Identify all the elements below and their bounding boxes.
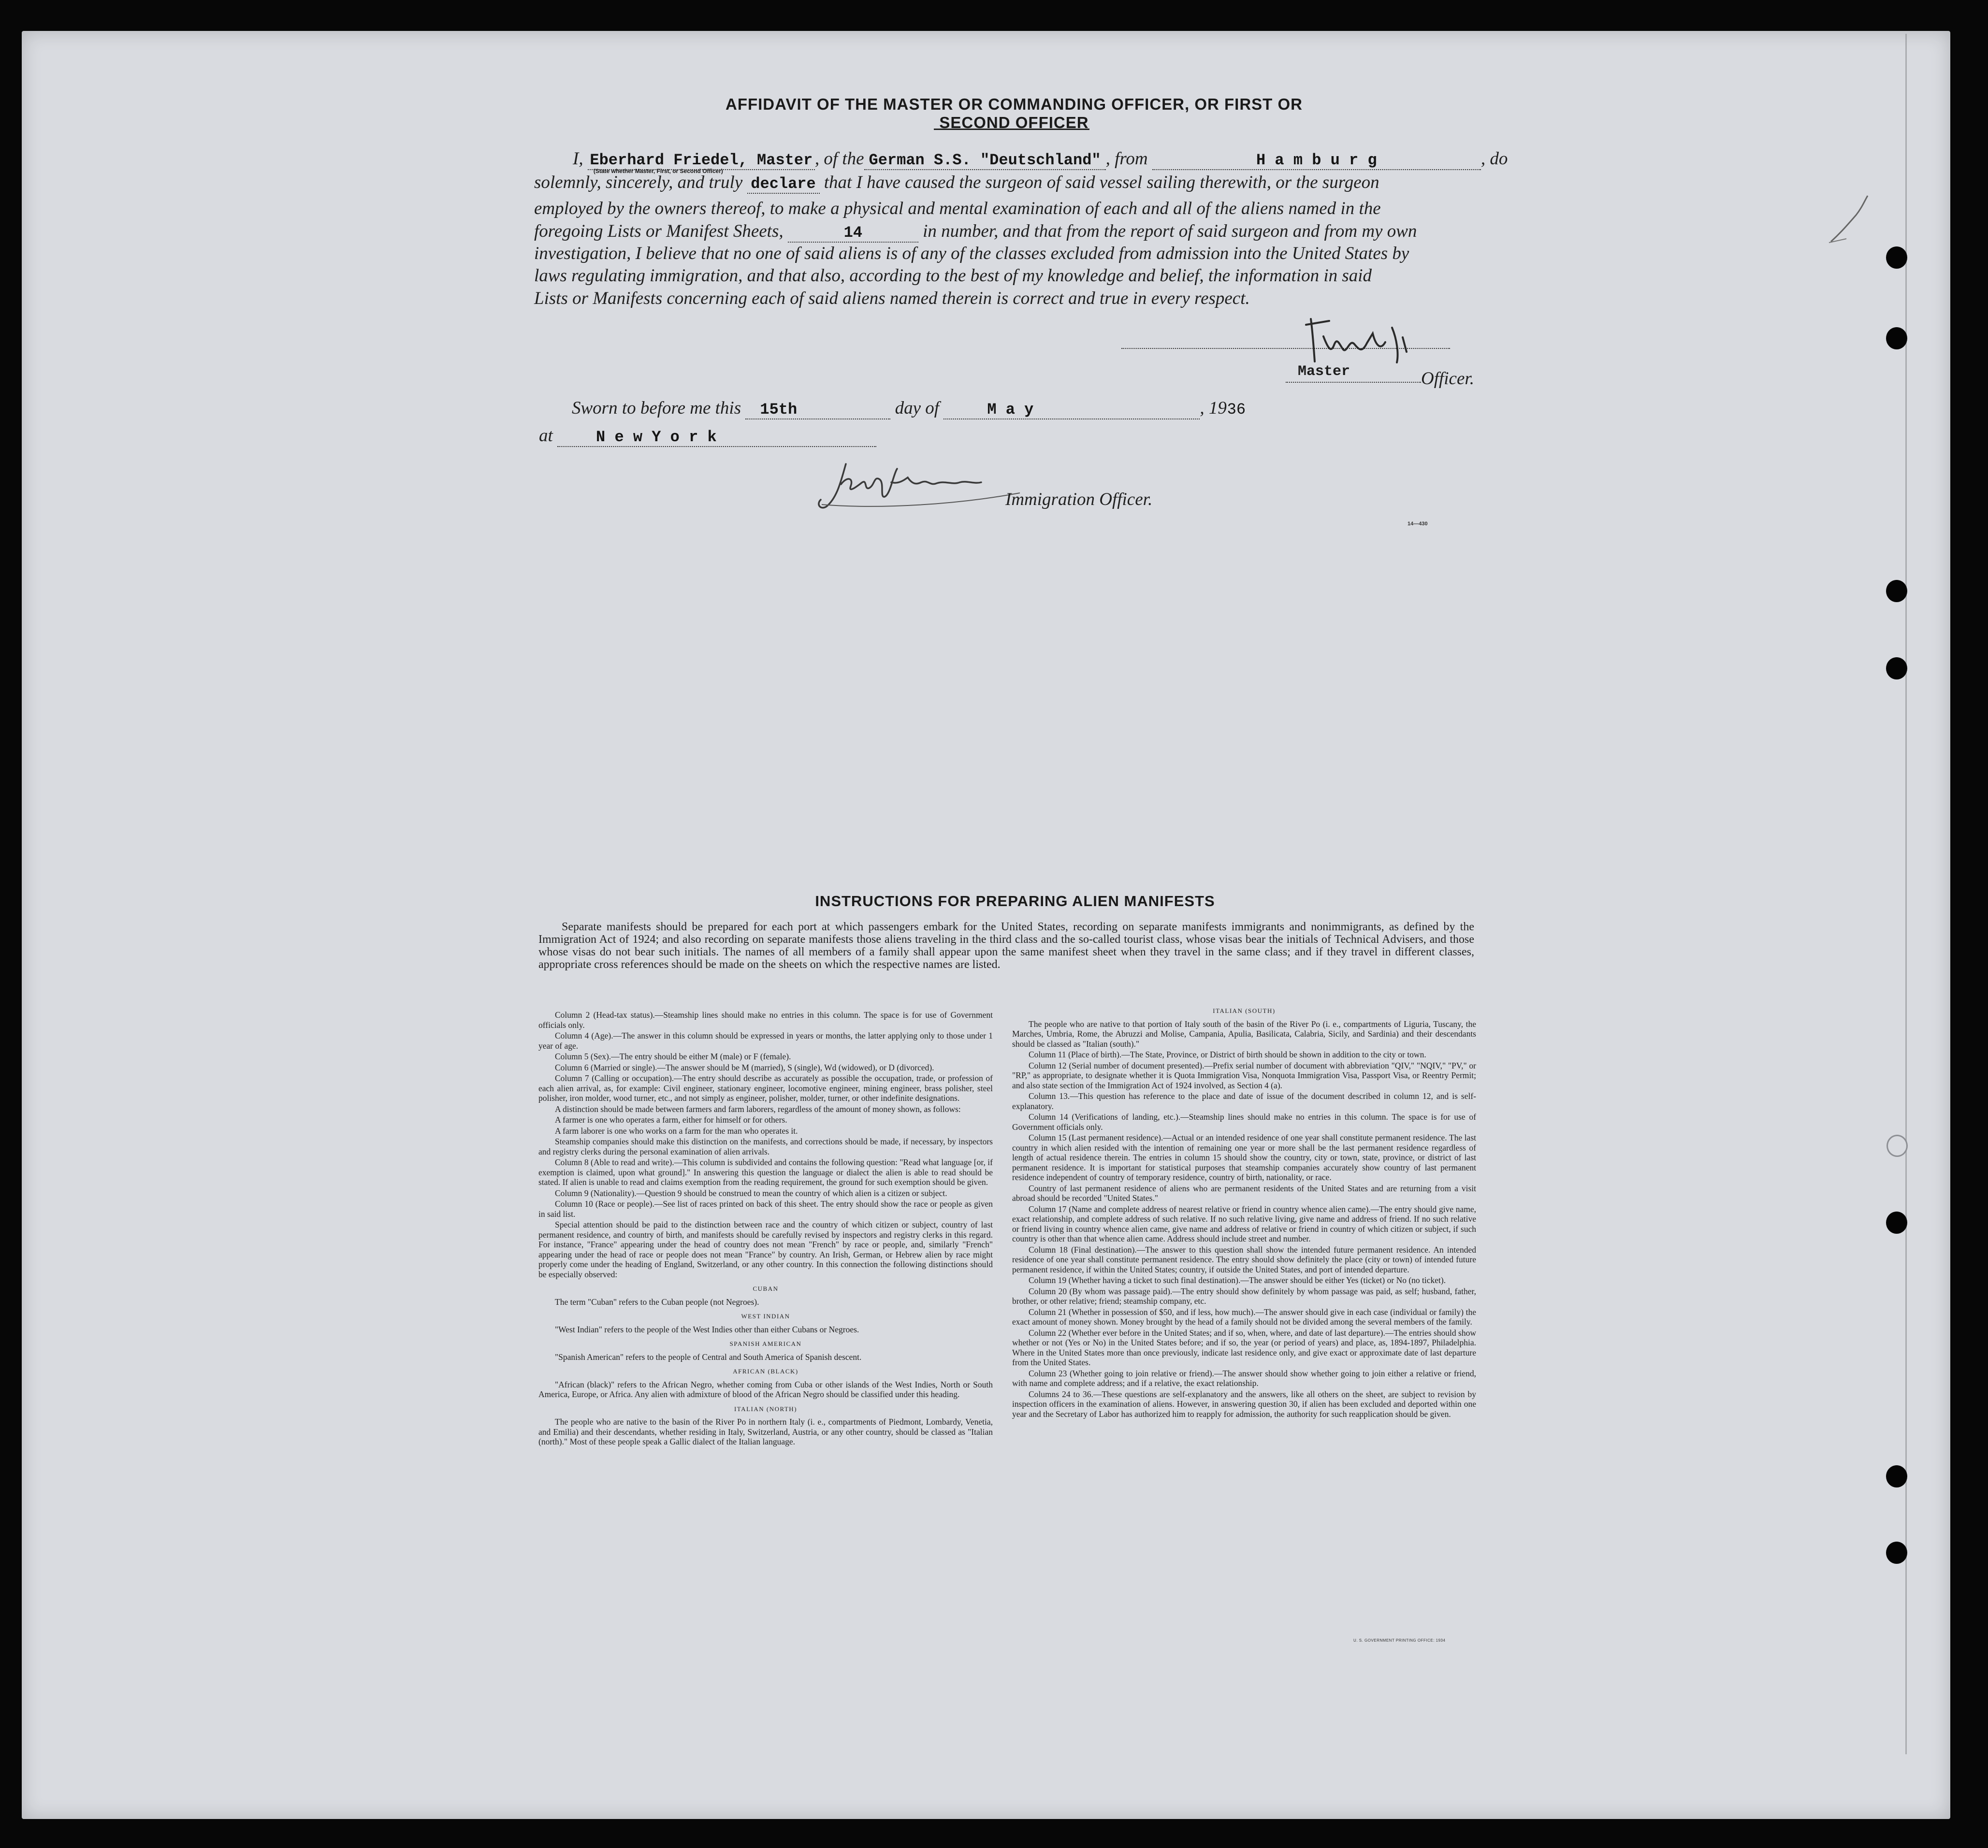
left-item: A farm laborer is one who works on a farm for the man who operates it. (555, 1126, 798, 1136)
left-column (538, 1010, 993, 1448)
left-item: Column 5 (Sex).—The entry should be either M (male) or F (female). (555, 1052, 791, 1061)
place-line: at N e w Y o r k (539, 425, 876, 447)
do-text: , do (1480, 149, 1508, 169)
affidavit-line-5: investigation, I believe that no one of said aliens is of any of the classes excluded from admission into the United States by (534, 244, 1409, 263)
right-item: Column 23 (Whether going to join relative or friend).—The answer should show whether going to join either a relative or friend, with name and complete address; and if a relative, the exact relationship. (1012, 1368, 1476, 1388)
right-item: Column 18 (Final destination).—The answer to this question shall show the intended future permanent residence. An intended residence of one year shall constitute permanent residence. The entry should show definitely the place (city or town) of intended future permanent residence, if within the United States; country, if outside the United States, and port of intended departure. (1012, 1244, 1476, 1274)
pen-mark-icon (1827, 193, 1880, 251)
right-item: Column 21 (Whether in possession of $50, and if less, how much).—The answer should give in each case (individual or family) the exact amount of money shown. Money brought by the head of a family should not be divided among the several members of the family. (1012, 1307, 1476, 1327)
right-item: Column 20 (By whom was passage paid).—The entry should show definitely by whom passage was paid, as self; husband, father, brother, or other relative; friend; steamship company, etc. (1012, 1286, 1476, 1306)
of-the-text: , of the (814, 149, 864, 169)
affidavit-line-6: laws regulating immigration, and that also, according to the best of my knowledge and belief, the information in said (534, 266, 1372, 286)
punch-hole-icon (1886, 657, 1907, 679)
left-item: Column 10 (Race or people).—See list of races printed on back of this sheet. The entry should show the race or people as given in said list. (538, 1199, 993, 1219)
left-item: Column 8 (Able to read and write).—This column is subdivided and contains the following question: "Read what language [or, if exemption is claimed, upon what ground]." In answering this question the language or dialect the alien is able to read should be stated. If alien is unable to read and claims exemption from the reading requirement, the ground for such exemption should be given. (538, 1157, 993, 1187)
punch-hole-icon (1886, 580, 1907, 602)
affidavit-line-3: employed by the owners thereof, to make a physical and mental examination of each and all of the aliens named in the (534, 199, 1381, 218)
punch-hole-icon (1886, 1212, 1907, 1234)
left-item: Column 7 (Calling or occupation).—The entry should describe as accurately as possible the occupation, trade, or profession of each alien arrival, as, for example: Civil engineer, stationary engineer, locomotive engineer, mining engineer, brass polisher, steel polisher, iron molder, wood turner, etc., and not simply as engineer, polisher, molder, turner, or other indefinite designations. (538, 1073, 993, 1103)
right-item: Column 13.—This question has reference to the place and date of issue of the document described in column 12, and is self-explanatory. (1012, 1091, 1476, 1111)
sheet-edge (1905, 34, 1936, 1754)
year-field: 36 (1227, 401, 1246, 419)
i-text: I, (573, 149, 583, 169)
instructions-intro: Separate manifests should be prepared for each port at which passengers embark for the United States, recording on separate manifests immigrants and nonimmigrants, as defined by the Immigration Act of 1924; and also recording on separate manifests those aliens traveling in the third class and the so-called tourist class, whose visas bear the initials of Technical Advisers, and those whose visas do not bear such initials. The names of all members of a family shall appear upon the same manifest sheet when they travel in the same class; and if they travel in different classes, appropriate cross references should be made on the sheets on which the respective names are listed. (538, 921, 1474, 971)
affidavit-line-7: Lists or Manifests concerning each of said aliens named therein is correct and true in every respect. (534, 289, 1250, 308)
right-item: Country of last permanent residence of aliens who are permanent residents of the United States and are returning from a visit abroad should be recorded "United States." (1012, 1183, 1476, 1203)
sworn-line: Sworn to before me this 15th day of M a y , 1936 (572, 398, 1246, 419)
right-item: Column 15 (Last permanent residence).—Actual or an intended residence of one year shall constitute permanent residence. The last country in which alien resided with the intention of remaining one year or more shall be the last permanent residence regardless of length of actual residence therein. The entries in column 15 should show the country, city or town, state, province, or district of last permanent residence. It is important for statistical purposes that steamship companies accurately show country of last permanent residence independent of country of temporary residence, country of birth, nationality, or race. (1012, 1133, 1476, 1182)
immigration-officer-label: Immigration Officer. (1005, 490, 1153, 509)
punch-hole-empty-icon (1886, 1135, 1908, 1157)
italian-north-heading: ITALIAN (NORTH) (734, 1405, 798, 1413)
right-item: Columns 24 to 36.—These questions are self-explanatory and the answers, like all others on the sheet, are subject to revision by inspection officers in the examination of aliens. However, in answering question 30, if alien has been excluded and deported within one year and the Secretary of Labor has authorized him to reapply for admission, the authority for such reapplication should be given. (1012, 1389, 1476, 1419)
from-text: , from (1105, 149, 1148, 169)
cuban-text: The term "Cuban" refers to the Cuban people (not Negroes). (555, 1297, 759, 1307)
left-item: Steamship companies should make this distinction on the manifests, and corrections should be made, if necessary, by inspectors and registry clerks during the personal examination of alien arrivals. (538, 1137, 993, 1156)
officer-label: Officer. (1421, 369, 1474, 389)
punch-hole-icon (1886, 1542, 1907, 1564)
italian-south-heading: ITALIAN (SOUTH) (1213, 1007, 1276, 1014)
right-column (1012, 1001, 1476, 1420)
month-field: M a y (943, 401, 1200, 419)
vessel-field: German S.S. "Deutschland" (864, 151, 1106, 170)
right-item: Column 19 (Whether having a ticket to such final destination).—The answer should be either Yes (ticket) or No (no ticket). (1029, 1275, 1446, 1285)
punch-hole-icon (1886, 327, 1907, 349)
right-item: Column 17 (Name and complete address of nearest relative or friend in country whence alien came).—The entry should give name, exact relationship, and complete address of such relative. If no such relative living, give name and address of friend. If no such relative or friend living in country whence alien came, give name and address of relative or friend in country of which citizen or subject, if such country is other than that whence alien came. Address should include street and number. (1012, 1204, 1476, 1243)
right-item: Column 12 (Serial number of document presented).—Prefix serial number of document with abbreviation "QIV," "NQIV," "PV," or "RP," as appropriate, to designate whether it is Quota Immigration Visa, Nonquota Immigration Visa, Passport Visa, or Reentry Permit; and also state section of the Immigration Act of 1924 involved, as Section 4 (a). (1012, 1060, 1476, 1090)
signer-title: Master (1298, 363, 1350, 380)
african-heading: AFRICAN (BLACK) (733, 1368, 798, 1375)
affidavit-line-1 (573, 148, 1508, 174)
officer-caption: (State whether Master, First, or Second Officer) (593, 168, 723, 174)
declare-field: declare (747, 175, 820, 194)
left-item: Special attention should be paid to the distinction between race and the country of which citizen or subject, country of last permanent residence, and country of birth, and manifests should be carefully revised by inspectors and registry clerks in this regard. For instance, "France" appearing under the head of country does not mean "French" by race or people, and, similarly "French" appearing under the head of race or people does not mean "France" by country. An Irish, German, or Hebrew alien by race might properly come under the heading of England, Switzerland, or any other country. In this connection the following distinctions should be especially observed: (538, 1220, 993, 1279)
west-indian-text: "West Indian" refers to the people of the West Indies other than either Cubans or Negroes. (555, 1324, 859, 1334)
left-item: A distinction should be made between farmers and farm laborers, regardless of the amount of money shown, as follows: (555, 1104, 961, 1114)
affidavit-line-4: foregoing Lists or Manifest Sheets, 14 in number, and that from the report of said surgeon and from my own (534, 221, 1417, 242)
left-item: Column 9 (Nationality).—Question 9 should be construed to mean the country of which alien is a citizen or subject. (555, 1188, 947, 1198)
affidavit-title: AFFIDAVIT OF THE MASTER OR COMMANDING OFFICER, OR FIRST OR SECOND OFFICER (725, 95, 1303, 131)
cuban-heading: CUBAN (753, 1285, 779, 1292)
day-field: 15th (745, 401, 890, 419)
left-item: Column 4 (Age).—The answer in this column should be expressed in years or months, the latter applying only to those under 1 year of age. (538, 1031, 993, 1051)
spanish-american-text: "Spanish American" refers to the people of Central and South America of Spanish descent. (555, 1352, 862, 1362)
right-item: The people who are native to that portion of Italy south of the basin of the River Po (i. e., compartments of Liguria, Tuscany, the Marches, Umbria, Rome, the Abruzzi and Molise, Campania, Apulia, Basilicata, Calabria, Sicily, and Sardinia) and their descendants should be classed as "Italian (south)." (1012, 1019, 1476, 1049)
spanish-american-heading: SPANISH AMERICAN (729, 1340, 802, 1347)
left-item: A farmer is one who operates a farm, either for himself or for others. (555, 1115, 787, 1125)
officer-name-field: Eberhard Friedel, Master (State whether Master, First, or Second Officer) (588, 151, 815, 170)
master-signature (1300, 314, 1450, 365)
west-indian-heading: WEST INDIAN (741, 1313, 790, 1320)
right-item: Column 22 (Whether ever before in the United States; and if so, when, where, and date of last departure).—The entries should show whether or not (Yes or No) in the United States before; and if so, the year (or period of years) and place, as, 1894-1897, Philadelphia. Where in the United States more than once previously, indicate last residence only, and give exact or approximate date of last departure from the United States. (1012, 1328, 1476, 1367)
italian-north-text: The people who are native to the basin of the River Po in northern Italy (i. e., compartments of Piedmont, Lombardy, Venetia, and Emilia) and their descendants, whether residing in Italy, Switzerland, Austria, or any other country, should be classed as "Italian (north)." Most of these people speak a Gallic dialect of the Italian language. (538, 1417, 993, 1446)
left-item: Column 6 (Married or single).—The answer should be M (married), S (single), Wd (widowed), or D (divorced). (555, 1062, 934, 1072)
punch-hole-icon (1886, 1465, 1907, 1487)
left-item: Column 2 (Head-tax status).—Steamship lines should make no entries in this column. The space is for use of Government officials only. (538, 1010, 993, 1030)
african-text: "African (black)" refers to the African Negro, whether coming from Cuba or other islands of the West Indies, North or South America, Europe, or Africa. Any alien with admixture of blood of the African Negro should be classified under this heading. (538, 1379, 993, 1399)
title-rule (934, 129, 1089, 130)
officer-line (1286, 382, 1421, 383)
right-item: Column 11 (Place of birth).—The State, Province, or District of birth should be shown in addition to the city or town. (1029, 1050, 1426, 1059)
affidavit-line-2: solemnly, sincerely, and truly declare that I have caused the surgeon of said vessel sailing therewith, or the surgeon (534, 173, 1379, 193)
punch-hole-icon (1886, 246, 1907, 269)
right-item: Column 14 (Verifications of landing, etc.).—Steamship lines should make no entries in this column. The space is for use of Government officials only. (1012, 1112, 1476, 1132)
form-number: 14—430 (1408, 521, 1428, 527)
printer-imprint: U. S. GOVERNMENT PRINTING OFFICE: 1934 (1353, 1638, 1446, 1643)
sheets-count-field: 14 (788, 224, 918, 243)
instructions-title: INSTRUCTIONS FOR PREPARING ALIEN MANIFESTS (815, 893, 1215, 910)
place-field: N e w Y o r k (557, 428, 876, 447)
port-field: H a m b u r g (1152, 151, 1481, 170)
